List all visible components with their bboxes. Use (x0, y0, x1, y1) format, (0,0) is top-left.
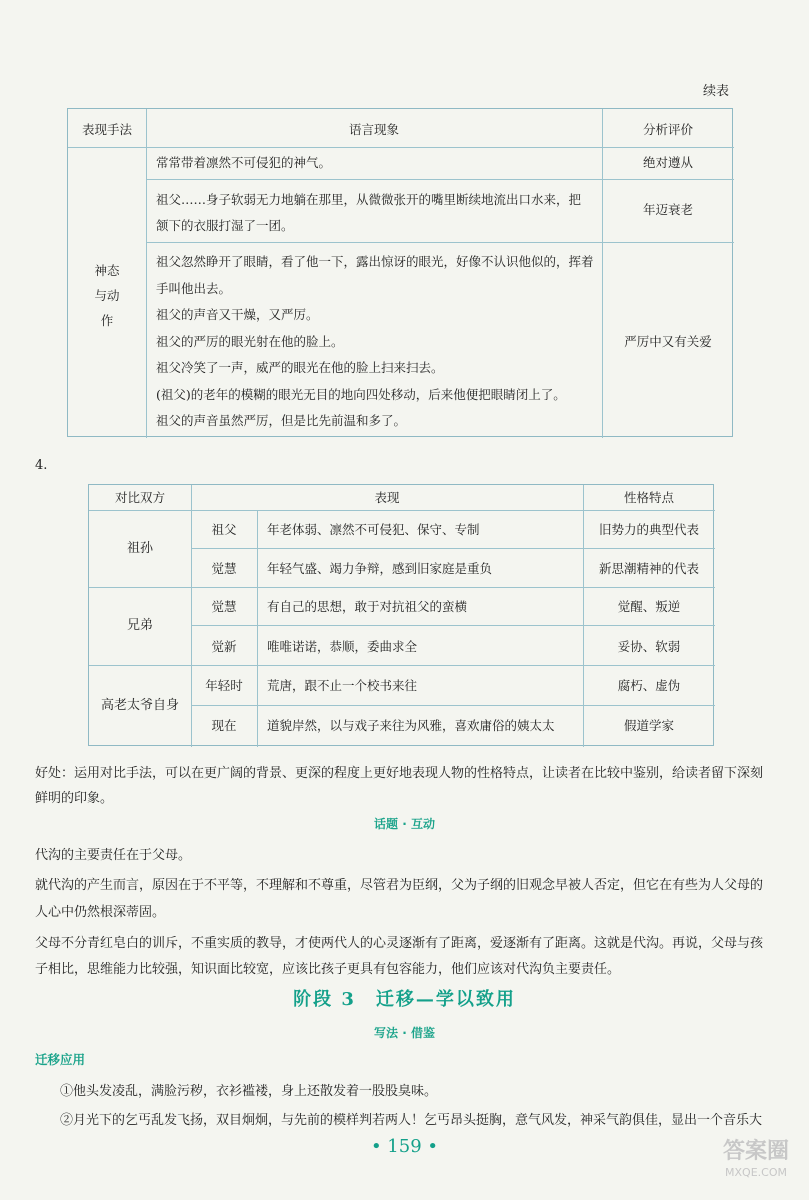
trait: 新思潮精神的代表 (598, 561, 699, 576)
behavior: 年老体弱、凛然不可侵犯、保守、专制 (267, 522, 480, 537)
table-row: 常常带着凛然不可侵犯的神气。 (156, 155, 332, 170)
watermark-logo: 答案圈 MXQE.COM (722, 1139, 789, 1179)
trait: 假道学家 (623, 718, 674, 733)
apply-title: 迁移应用 (35, 1052, 86, 1067)
section-heading-writing: 写法 · 借鉴 (374, 1026, 435, 1040)
table-row: 祖父忽然睁开了眼睛，看了他一下，露出惊讶的眼光，好像不认识他似的，挥着 手叫他出去。 祖父的声音又干燥，又严厉。 祖父的严厉的眼光射在他的脸上。 祖父冷笑了一声，威严的眼光在他的脸上扫来扫去。 (祖父)的老年的模糊的眼光无目的地向四处移动，后来他便把眼睛闭上了。 祖父的声音虽然严厉，但是比先前温和多了。 (156, 254, 594, 428)
table-row: 祖父……身子软弱无力地躺在那里，从微微张开的嘴里断续地流出口水来，把 颔下的衣服打湿了一团。 (156, 192, 582, 233)
benefit-line: 好处：运用对比手法，可以在更广阔的背景、更深的程度上更好地表现人物的性格特点，让读者在比较中鉴别，给读者留下深刻 (35, 766, 764, 781)
table-header: 对比双方 (114, 490, 165, 505)
stage-title: 阶段 3 迁移—学以致用 (293, 989, 516, 1010)
method-cell: 神态 与动 作 (94, 263, 120, 328)
benefit-line: 鲜明的印象。 (35, 791, 114, 806)
table-header: 表现 (374, 490, 400, 505)
table-header: 分析评价 (642, 122, 693, 137)
continued-table-note: 续表 (702, 84, 729, 99)
behavior: 道貌岸然，以与戏子来往为风雅，喜欢庸俗的姨太太 (267, 718, 555, 733)
party: 觉慧 (211, 561, 237, 576)
evaluation: 年迈衰老 (642, 202, 693, 217)
section-heading-topic: 话题 · 互动 (374, 817, 435, 831)
behavior: 年轻气盛、竭力争辩，感到旧家庭是重负 (267, 561, 493, 576)
item-number: 4. (35, 458, 48, 473)
topic-line: 就代沟的产生而言，原因在于不平等，不理解和不尊重，尽管君为臣纲，父为子纲的旧观念早被人否定，但它在有些为人父母的 (35, 878, 764, 893)
group-label: 高老太爷自身 (100, 698, 179, 713)
trait: 妥协、软弱 (617, 639, 681, 654)
behavior: 荒唐，跟不止一个校书来往 (267, 678, 418, 693)
behavior: 有自己的思想，敢于对抗祖父的蛮横 (267, 599, 468, 614)
topic-line: 代沟的主要责任在于父母。 (35, 848, 192, 863)
behavior: 唯唯诺诺，恭顺，委曲求全 (267, 639, 418, 654)
topic-line: 父母不分青红皂白的训斥，不重实质的教导，才使两代人的心灵逐渐有了距离，爱逐渐有了距离。这就是代沟。再说，父母与孩 (35, 936, 764, 951)
table-header: 语言现象 (348, 122, 399, 137)
party: 觉慧 (211, 599, 237, 614)
trait: 腐朽、虚伪 (617, 678, 681, 693)
party: 年轻时 (205, 678, 243, 693)
page-number: • 159 • (370, 1136, 439, 1157)
table-language-analysis (67, 108, 733, 437)
apply-line: ①他头发凌乱，满脸污秽，衣衫褴褛，身上还散发着一股股臭味。 (60, 1084, 438, 1099)
evaluation: 绝对遵从 (642, 155, 693, 170)
topic-line: 人心中仍然根深蒂固。 (35, 905, 166, 920)
party: 祖父 (211, 522, 237, 537)
topic-line: 子相比，思维能力比较强，知识面比较宽，应该比孩子更具有包容能力，他们应该对代沟负主要责任。 (35, 962, 621, 977)
party: 觉新 (211, 639, 237, 654)
trait: 旧势力的典型代表 (598, 522, 699, 537)
party: 现在 (211, 718, 237, 733)
table-header: 性格特点 (623, 490, 674, 505)
apply-line: ②月光下的乞丐乱发飞扬，双目炯炯，与先前的模样判若两人！乞丐昂头挺胸，意气风发，神采气韵俱佳，显出一个音乐大 (60, 1113, 763, 1128)
group-label: 祖孙 (126, 541, 153, 556)
table-header: 表现手法 (81, 122, 132, 137)
evaluation: 严厉中又有关爱 (624, 334, 712, 349)
table-contrast (88, 484, 714, 746)
trait: 觉醒、叛逆 (617, 599, 681, 614)
group-label: 兄弟 (126, 618, 153, 633)
